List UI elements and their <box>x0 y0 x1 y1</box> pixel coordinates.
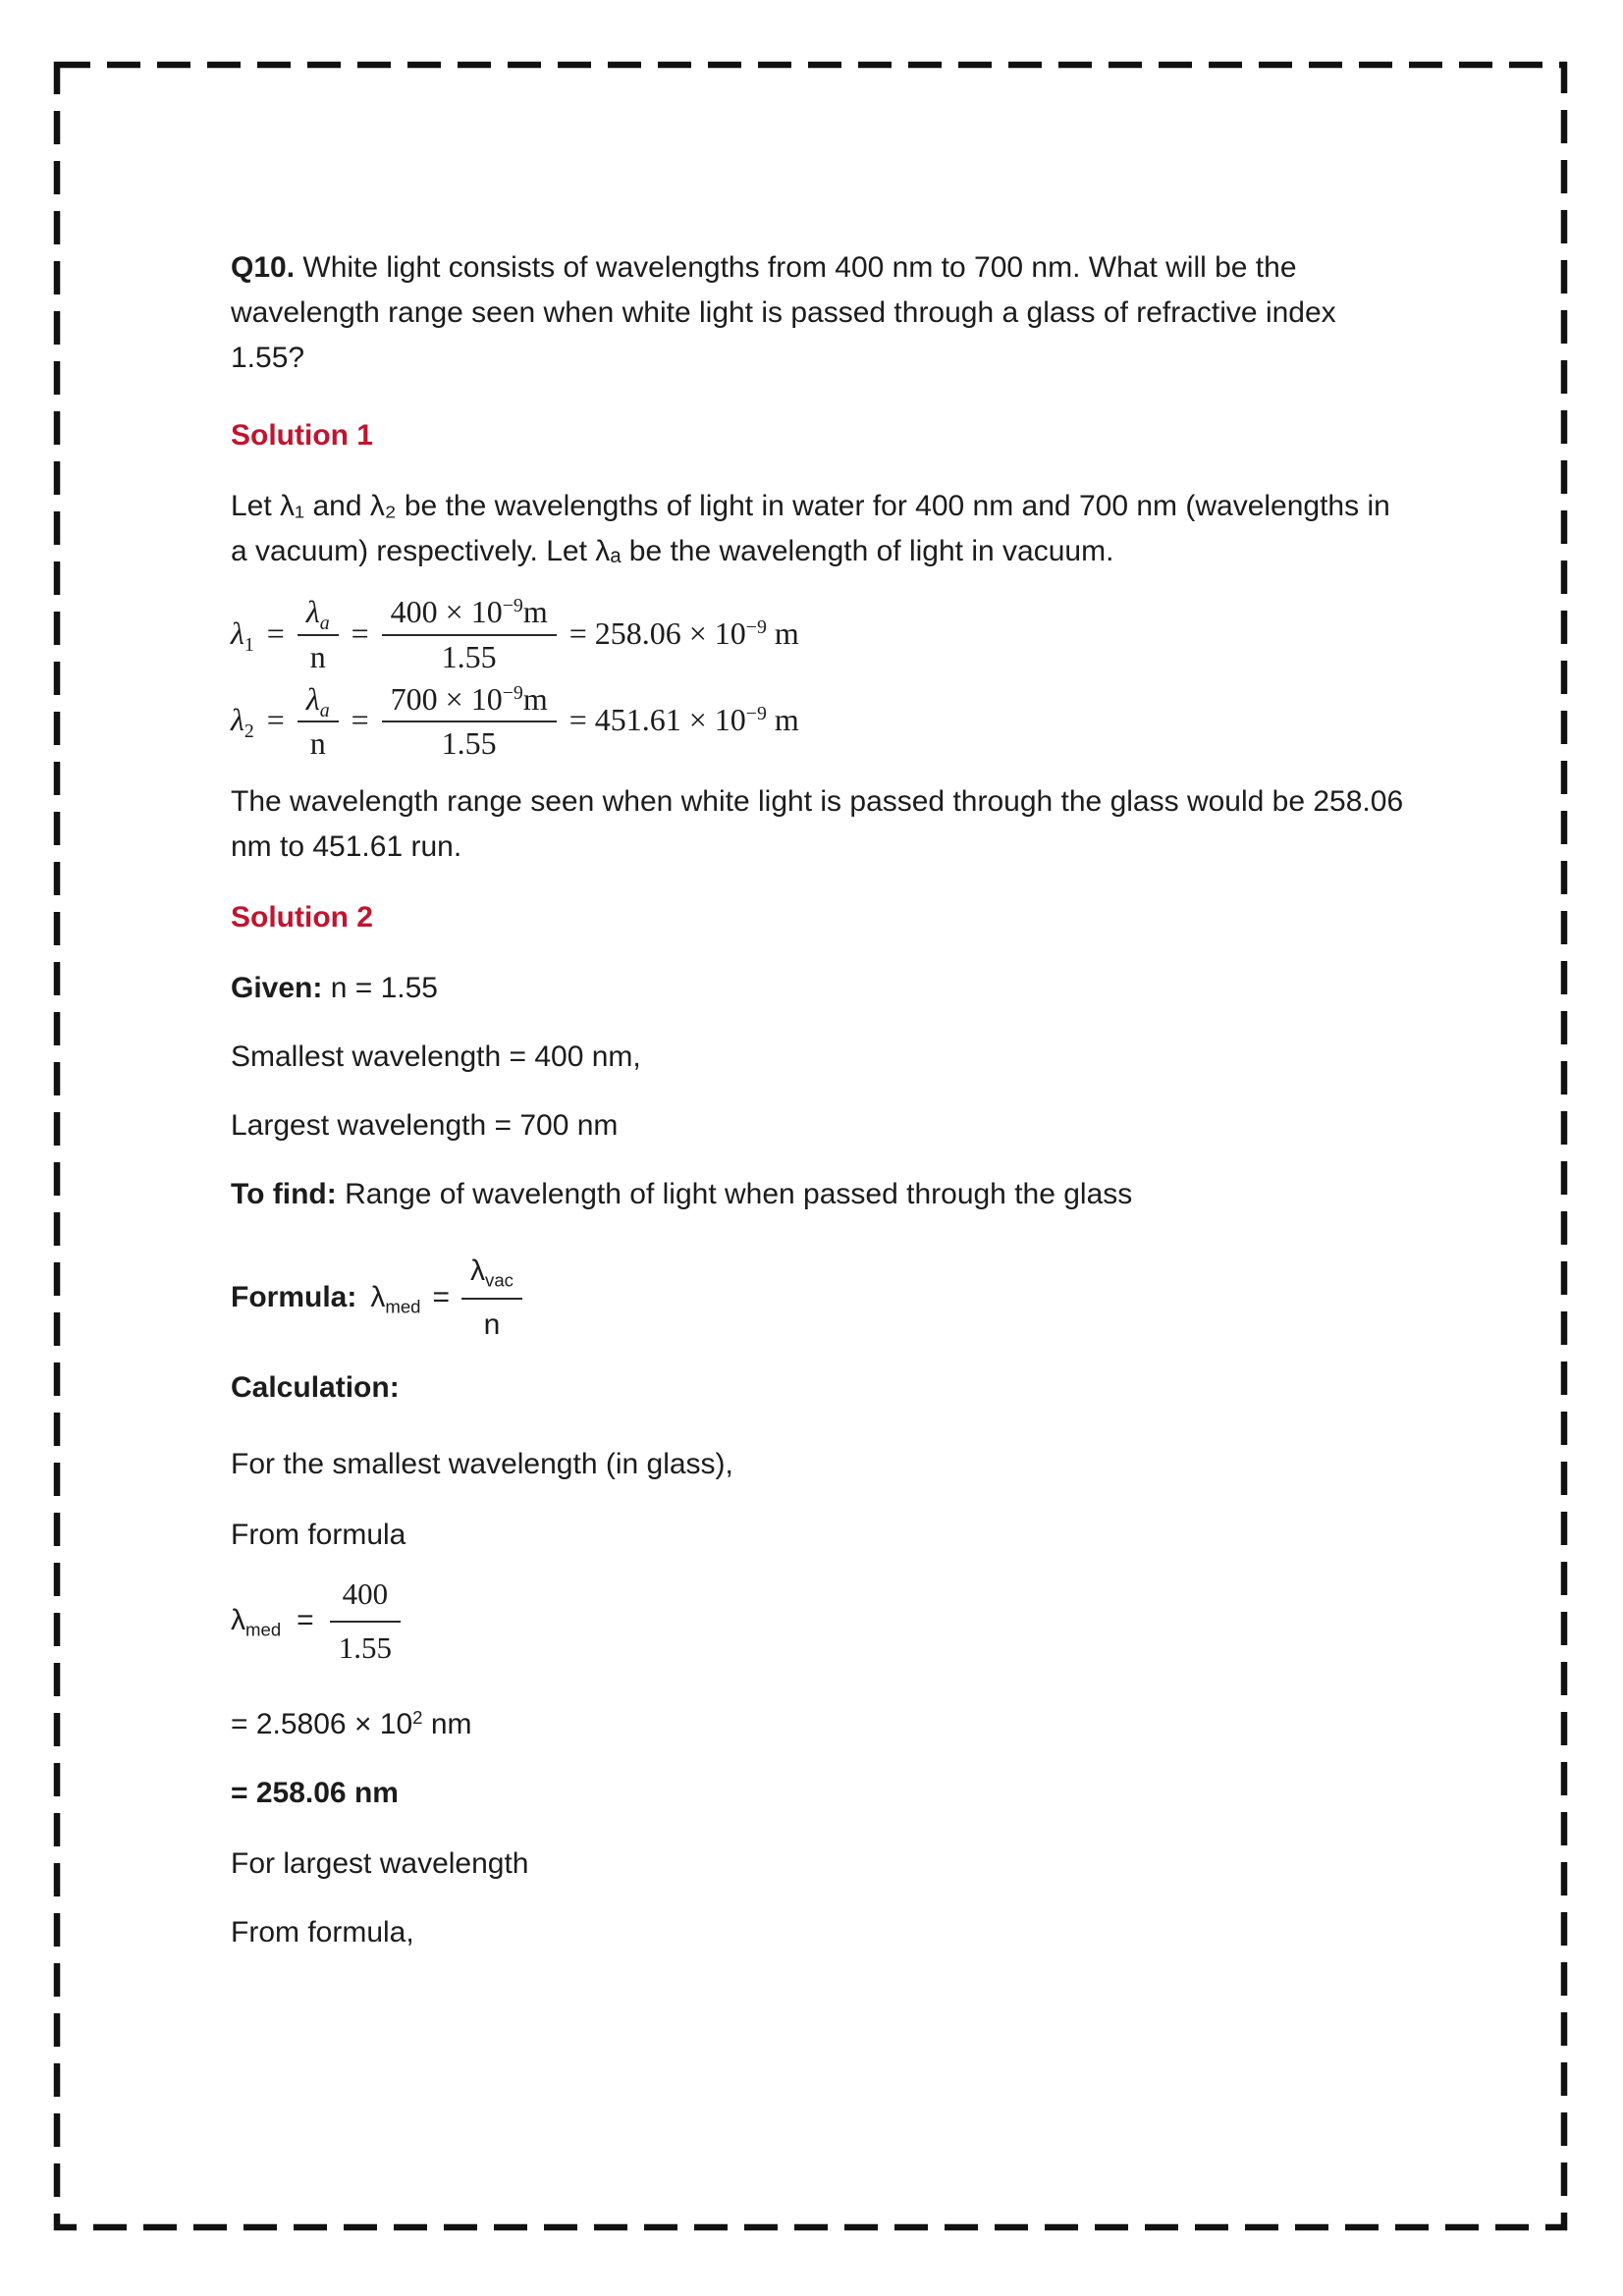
formula-line <box>231 1247 1409 1348</box>
equation-lambda2 <box>231 679 1409 763</box>
eq2-frac1-numerator: $\lambda_a$ <box>298 679 339 723</box>
eq1-lhs: $\lambda_1$ <box>231 614 254 656</box>
eq2-fraction-numeric <box>382 679 557 763</box>
largest-wavelength-line: Largest wavelength = 700 nm <box>231 1109 619 1143</box>
tofind-value: Range of wavelength of light when passed through the glass <box>336 1178 1133 1211</box>
solution1-heading: Solution 1 <box>231 419 373 452</box>
formula-denominator: n <box>483 1308 501 1342</box>
question-label: Q10. <box>231 251 296 284</box>
eq2-lhs: $\lambda_2$ <box>231 702 254 743</box>
formula-equals: = <box>432 1280 451 1313</box>
formula-numerator: $\lambda_{vac}$ <box>461 1247 522 1300</box>
result-bold-line: = 258.06 nm <box>231 1777 399 1810</box>
formula-label: Formula: <box>231 1280 357 1313</box>
eq2-frac2-numerator: $700 \times 10^{-9}m$ <box>382 679 557 723</box>
eq2-frac1-denominator: n <box>309 725 326 762</box>
eq2-result: = $451.61 \times 10^{-9}$ m <box>568 702 799 738</box>
solution1-intro: Let λ₁ and λ₂ be the wavelengths of light in water for 400 nm and 700 nm (wavelengths in a vacuum) respectively. Let λₐ be the wavelength of light in vacuum. <box>231 490 1390 567</box>
eq2-frac2-denominator: 1.55 <box>441 725 497 762</box>
calc-equation <box>231 1570 1409 1671</box>
formula-math <box>370 1247 522 1348</box>
document-content <box>231 245 1409 1981</box>
eq1-result: = $258.06 \times 10^{-9}$ m <box>568 614 799 651</box>
eq1-frac2-denominator: 1.55 <box>441 638 497 674</box>
calculation-heading: Calculation: <box>231 1371 400 1405</box>
from-formula-line-2: From formula, <box>231 1916 414 1949</box>
calc-eq-equals: = <box>297 1603 314 1636</box>
eq1-frac1-denominator: n <box>309 638 326 674</box>
eq2-equals2: = <box>351 702 369 738</box>
for-smallest-line: For the smallest wavelength (in glass), <box>231 1448 733 1481</box>
question-text: White light consists of wavelengths from 400 nm to 700 nm. What will be the wavelength range seen when white light is passed through a glass of refractive index 1.55? <box>231 251 1336 374</box>
given-label: Given: <box>231 972 323 1005</box>
formula-fraction <box>461 1247 522 1348</box>
calc-eq-numerator: 400 <box>330 1570 401 1623</box>
calc-eq-lhs: $\lambda_{med}$ <box>231 1603 282 1640</box>
equation-lambda1 <box>231 592 1409 675</box>
eq1-equals2: = <box>351 614 369 651</box>
for-largest-line: For largest wavelength <box>231 1847 529 1881</box>
tofind-line <box>231 1172 1409 1217</box>
calc-eq-fraction <box>330 1570 401 1671</box>
calc-eq-denominator: 1.55 <box>338 1630 392 1666</box>
solution1-conclusion: The wavelength range seen when white light is passed through the glass would be 258.06 nm to 451.61 run. <box>231 785 1404 864</box>
given-line <box>231 966 1409 1011</box>
result-scientific-line: = $2.5806 \times 10^2$ nm <box>231 1706 472 1741</box>
eq1-frac2-numerator: $400 \times 10^{-9}m$ <box>382 592 557 636</box>
question-paragraph <box>231 245 1409 381</box>
eq1-equals: = <box>266 614 285 651</box>
eq1-fraction-numeric <box>382 592 557 675</box>
eq2-equals: = <box>266 702 285 738</box>
given-value: n = 1.55 <box>322 972 438 1005</box>
eq1-frac1-numerator: $\lambda_a$ <box>298 592 339 636</box>
formula-lhs: $\lambda_{med}$ <box>370 1280 421 1317</box>
smallest-wavelength-line: Smallest wavelength = 400 nm, <box>231 1041 641 1074</box>
tofind-label: To find: <box>231 1178 337 1211</box>
eq1-fraction-symbolic <box>298 592 339 675</box>
eq2-fraction-symbolic <box>298 679 339 763</box>
solution2-heading: Solution 2 <box>231 901 373 934</box>
from-formula-line-1: From formula <box>231 1519 406 1552</box>
